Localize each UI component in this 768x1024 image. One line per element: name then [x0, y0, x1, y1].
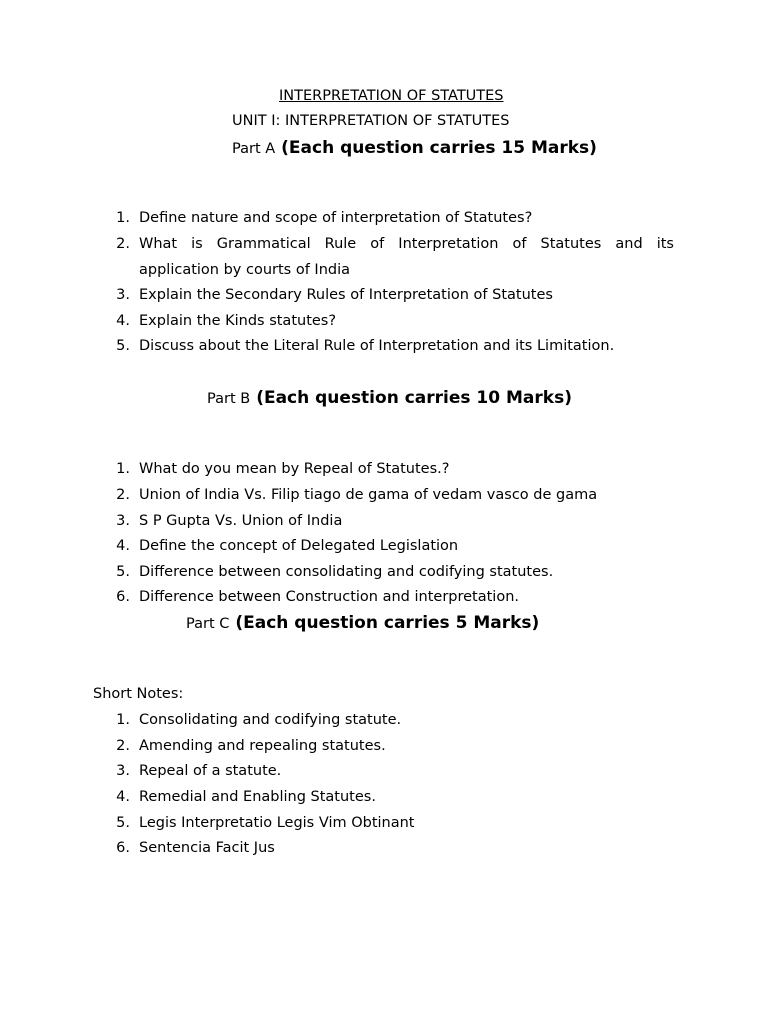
short-notes-label: Short Notes: [93, 686, 184, 702]
list-number: 4. [116, 538, 130, 554]
part-b-marks: (Each question carries 10 Marks) [256, 388, 572, 408]
part-c-heading [186, 614, 539, 633]
list-item-continuation: application by courts of India [139, 262, 351, 278]
part-c-label: Part C [186, 616, 230, 632]
list-number: 5. [116, 815, 130, 831]
list-text: Discuss about the Literal Rule of Interpretation and its Limitation. [139, 338, 615, 354]
list-number: 6. [116, 840, 130, 856]
list-text: What is Grammatical Rule of Interpretation of Statutes and its [139, 236, 674, 252]
part-b-heading [207, 389, 572, 408]
list-number: 6. [116, 589, 130, 605]
list-number: 5. [116, 564, 130, 580]
part-a-marks: (Each question carries 15 Marks) [281, 138, 597, 158]
list-text: Define the concept of Delegated Legislation [139, 538, 459, 554]
list-number: 4. [116, 789, 130, 805]
list-text: Difference between Construction and interpretation. [139, 589, 520, 605]
list-number: 3. [116, 287, 130, 303]
list-text: Explain the Secondary Rules of Interpretation of Statutes [139, 287, 553, 303]
list-number: 3. [116, 513, 130, 529]
list-text: What do you mean by Repeal of Statutes.? [139, 461, 450, 477]
part-a-heading [232, 139, 597, 158]
list-number: 1. [116, 712, 130, 728]
list-text: Legis Interpretatio Legis Vim Obtinant [139, 815, 415, 831]
list-number: 1. [116, 461, 130, 477]
list-text: Union of India Vs. Filip tiago de gama of vedam vasco de gama [139, 487, 598, 503]
part-b-label: Part B [207, 391, 251, 407]
list-number: 4. [116, 313, 130, 329]
list-text: Repeal of a statute. [139, 763, 282, 779]
document-title: INTERPRETATION OF STATUTES [279, 88, 504, 104]
list-text: Amending and repealing statutes. [139, 738, 386, 754]
part-a-label: Part A [232, 141, 276, 157]
list-number: 5. [116, 338, 130, 354]
list-text: Consolidating and codifying statute. [139, 712, 402, 728]
list-number: 3. [116, 763, 130, 779]
list-text: Explain the Kinds statutes? [139, 313, 337, 329]
list-number: 2. [116, 738, 130, 754]
list-text: S P Gupta Vs. Union of India [139, 513, 343, 529]
unit-heading: UNIT I: INTERPRETATION OF STATUTES [232, 113, 510, 129]
list-text: Define nature and scope of interpretation of Statutes? [139, 210, 533, 226]
part-c-marks: (Each question carries 5 Marks) [235, 613, 540, 633]
list-text: Remedial and Enabling Statutes. [139, 789, 376, 805]
list-number: 2. [116, 236, 130, 252]
list-number: 2. [116, 487, 130, 503]
list-text: Difference between consolidating and codifying statutes. [139, 564, 554, 580]
list-text: Sentencia Facit Jus [139, 840, 275, 856]
list-number: 1. [116, 210, 130, 226]
